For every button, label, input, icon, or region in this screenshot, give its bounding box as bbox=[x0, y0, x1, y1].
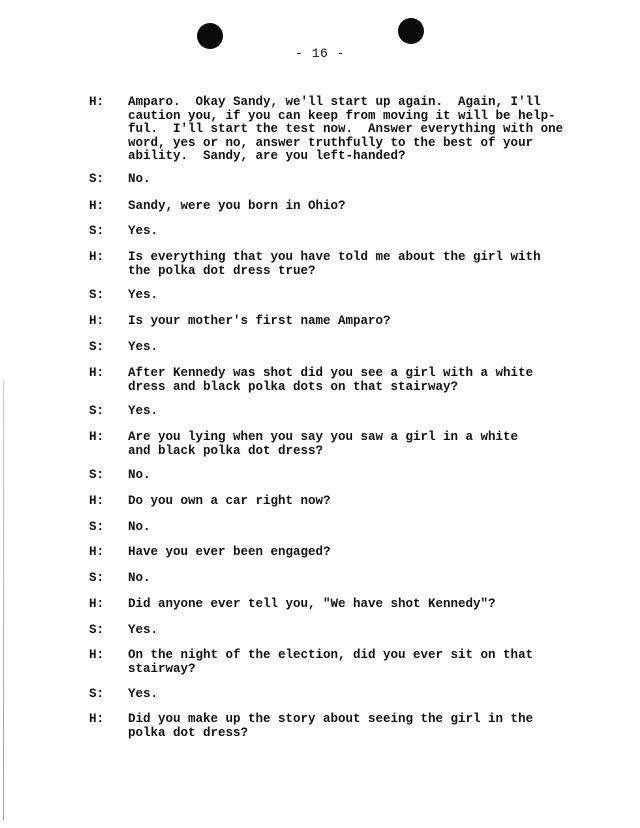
utterance-text bbox=[128, 624, 576, 638]
utterance-line: No. bbox=[128, 571, 151, 585]
page-edge-line bbox=[3, 380, 4, 820]
speaker-label: H: bbox=[89, 199, 105, 213]
utterance-text bbox=[128, 96, 576, 164]
utterance-line: Have you ever been engaged? bbox=[128, 545, 331, 559]
speaker-label: H: bbox=[89, 648, 105, 662]
speaker-label: S: bbox=[89, 687, 105, 701]
speaker-label: H: bbox=[89, 597, 105, 611]
utterance-text bbox=[128, 431, 576, 458]
utterance-line: ability. Sandy, are you left-handed? bbox=[128, 149, 406, 163]
utterance-line: Yes. bbox=[128, 340, 159, 354]
utterance-text bbox=[128, 598, 576, 612]
utterance-line: Yes. bbox=[128, 224, 159, 238]
utterance-text bbox=[128, 367, 576, 394]
speaker-label: H: bbox=[89, 545, 105, 559]
utterance-line: polka dot dress? bbox=[128, 725, 249, 740]
utterance-line: dress and black polka dots on that stairway? bbox=[128, 379, 459, 394]
utterance-line: After Kennedy was shot did you see a girl with a white bbox=[128, 366, 534, 380]
utterance-line: Is your mother's first name Amparo? bbox=[128, 314, 391, 328]
utterance-text bbox=[128, 649, 576, 676]
utterance-line: Did anyone ever tell you, "We have shot Kennedy"? bbox=[128, 597, 496, 611]
speaker-label: S: bbox=[89, 404, 105, 418]
utterance-line: No. bbox=[128, 520, 151, 534]
utterance-line: No. bbox=[128, 172, 151, 186]
speaker-label: H: bbox=[89, 250, 105, 264]
utterance-text bbox=[128, 521, 576, 535]
utterance-text bbox=[128, 200, 576, 214]
utterance-text bbox=[128, 289, 576, 303]
utterance-line: Are you lying when you say you saw a girl in a white bbox=[128, 430, 519, 444]
utterance-line: Did you make up the story about seeing the girl in the bbox=[128, 712, 534, 726]
speaker-label: S: bbox=[89, 571, 105, 585]
speaker-label: H: bbox=[89, 712, 105, 726]
utterance-line: stairway? bbox=[128, 661, 196, 676]
page-number: - 16 - bbox=[295, 46, 345, 61]
utterance-line: No. bbox=[128, 468, 151, 482]
utterance-text bbox=[128, 173, 576, 187]
utterance-line: and black polka dot dress? bbox=[128, 443, 324, 458]
speaker-label: S: bbox=[89, 172, 105, 186]
speaker-label: S: bbox=[89, 623, 105, 637]
utterance-text bbox=[128, 688, 576, 702]
utterance-line: word, yes or no, answer truthfully to the best of your bbox=[128, 135, 534, 150]
utterance-line: Sandy, were you born in Ohio? bbox=[128, 199, 346, 213]
utterance-text bbox=[128, 713, 576, 740]
utterance-text bbox=[128, 251, 576, 278]
utterance-text bbox=[128, 405, 576, 419]
utterance-line: Yes. bbox=[128, 288, 159, 302]
punch-hole-right bbox=[398, 18, 424, 44]
speaker-label: S: bbox=[89, 340, 105, 354]
speaker-label: S: bbox=[89, 520, 105, 534]
utterance-line: Yes. bbox=[128, 687, 159, 701]
speaker-label: H: bbox=[89, 95, 105, 109]
utterance-line: the polka dot dress true? bbox=[128, 263, 316, 278]
speaker-label: H: bbox=[89, 430, 105, 444]
utterance-line: Yes. bbox=[128, 404, 159, 418]
utterance-text bbox=[128, 341, 576, 355]
utterance-line: Amparo. Okay Sandy, we'll start up again. Again, I'll bbox=[128, 95, 541, 109]
utterance-line: ful. I'll start the test now. Answer everything with one bbox=[128, 122, 564, 136]
utterance-text bbox=[128, 572, 576, 586]
utterance-line: Is everything that you have told me about the girl with bbox=[128, 250, 541, 264]
utterance-line: Yes. bbox=[128, 623, 159, 637]
speaker-label: S: bbox=[89, 468, 105, 482]
utterance-text bbox=[128, 469, 576, 483]
speaker-label: S: bbox=[89, 224, 105, 238]
utterance-text bbox=[128, 546, 576, 560]
utterance-line: caution you, if you can keep from moving it will be help- bbox=[128, 108, 556, 123]
utterance-text bbox=[128, 225, 576, 239]
utterance-line: Do you own a car right now? bbox=[128, 494, 331, 508]
speaker-label: H: bbox=[89, 366, 105, 380]
speaker-label: H: bbox=[89, 314, 105, 328]
utterance-text bbox=[128, 315, 576, 329]
speaker-label: S: bbox=[89, 288, 105, 302]
utterance-text bbox=[128, 495, 576, 509]
utterance-line: On the night of the election, did you ever sit on that bbox=[128, 648, 534, 662]
speaker-label: H: bbox=[89, 494, 105, 508]
